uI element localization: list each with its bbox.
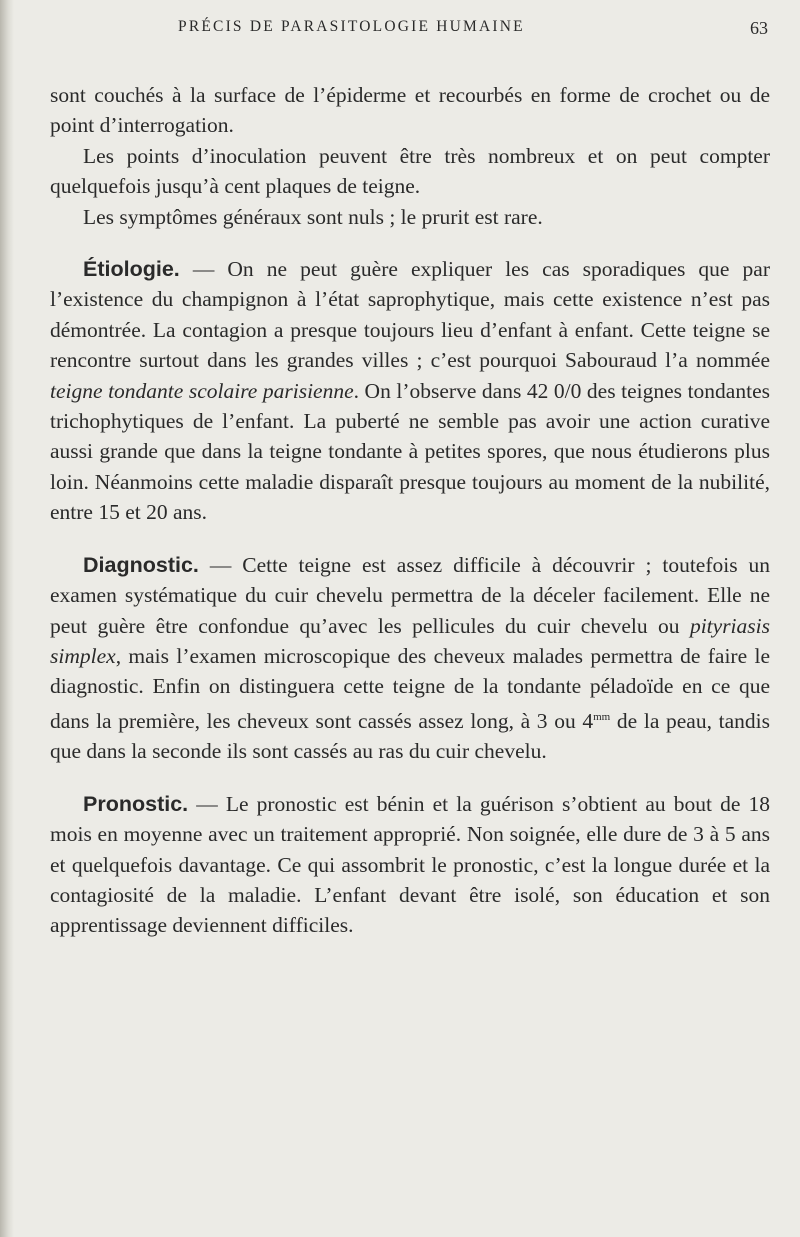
diagnostic-text-a: Cette teigne est assez difficile à découvrir ; toutefois un examen systématique du cuir chevelu permettra de la déceler facilement. Elle ne peut guère être confondue qu’avec les pellicules du cuir chevelu ou bbox=[50, 552, 771, 638]
heading-dash: — bbox=[188, 791, 226, 816]
paragraph-continuation: sont couchés à la surface de l’épiderme et recourbés en forme de crochet ou de point d’interrogation. bbox=[50, 83, 770, 138]
page-number: 63 bbox=[750, 18, 768, 38]
running-header bbox=[0, 18, 800, 42]
section-pronostic bbox=[50, 789, 770, 941]
heading-dash: — bbox=[198, 552, 243, 577]
heading-dash: — bbox=[179, 257, 228, 282]
diagnostic-italic-term: pityriasis simplex bbox=[50, 613, 770, 668]
paragraph-symptoms: Les symptômes généraux sont nuls ; le prurit est rare. bbox=[83, 204, 543, 229]
heading-diagnostic: Diagnostic. bbox=[83, 552, 199, 577]
diagnostic-text-c: de la peau, tandis que dans la seconde ils sont cassés au ras du cuir chevelu. bbox=[50, 708, 770, 764]
heading-etiologie: Étiologie. bbox=[83, 257, 180, 282]
millimetre-unit: mm bbox=[593, 710, 611, 723]
etiologie-text-a: On ne peut guère expliquer les cas sporadiques que par l’existence du champignon à l’état saprophytique, mais cette existence n’est pas démontrée. La contagion a presque toujours lieu d’enfant à enfant. Cette teigne se rencontre surtout dans les grandes villes ; c’est pourquoi Sabouraud l’a nommée bbox=[50, 257, 770, 373]
running-title: PRÉCIS DE PARASITOLOGIE HUMAINE bbox=[178, 18, 525, 35]
section-etiologie bbox=[50, 254, 770, 528]
paragraph-inoculation: Les points d’inoculation peuvent être très nombreux et on peut compter quelquefois jusqu’à cent plaques de teigne. bbox=[50, 143, 770, 199]
etiologie-italic-term: teigne tondante scolaire parisienne bbox=[50, 378, 354, 403]
heading-pronostic: Pronostic. bbox=[83, 791, 189, 816]
page-body bbox=[50, 80, 770, 941]
page-binding-shadow bbox=[0, 0, 14, 1237]
section-diagnostic bbox=[50, 550, 770, 767]
diagnostic-text-b: , mais l’examen microscopique des cheveux malades permettra de faire le diagnostic. Enfin on distinguera cette teigne de la tondante péladoïde en ce que dans la première, les cheveux sont cassés assez long, à 3 ou 4 bbox=[50, 643, 770, 733]
pronostic-text: Le pronostic est bénin et la guérison s’obtient au bout de 18 mois en moyenne avec un traitement approprié. Non soignée, elle dure de 3 à 5 ans et quelquefois davantage. Ce qui assombrit le pronostic, c’est la longue durée et la contagiosité de la maladie. L’enfant devant être isolé, son éducation et son apprentissage deviennent difficiles. bbox=[50, 791, 771, 938]
etiologie-text-b: . On l’observe dans 42 0/0 des teignes tondantes trichophytiques de l’enfant. La puberté ne semble pas avoir une action curative aussi grande que dans la teigne tondante à petites spores, que nous étudierons plus loin. Néanmoins cette maladie disparaît presque toujours au moment de la nubilité, entre 15 et 20 ans. bbox=[50, 378, 770, 525]
